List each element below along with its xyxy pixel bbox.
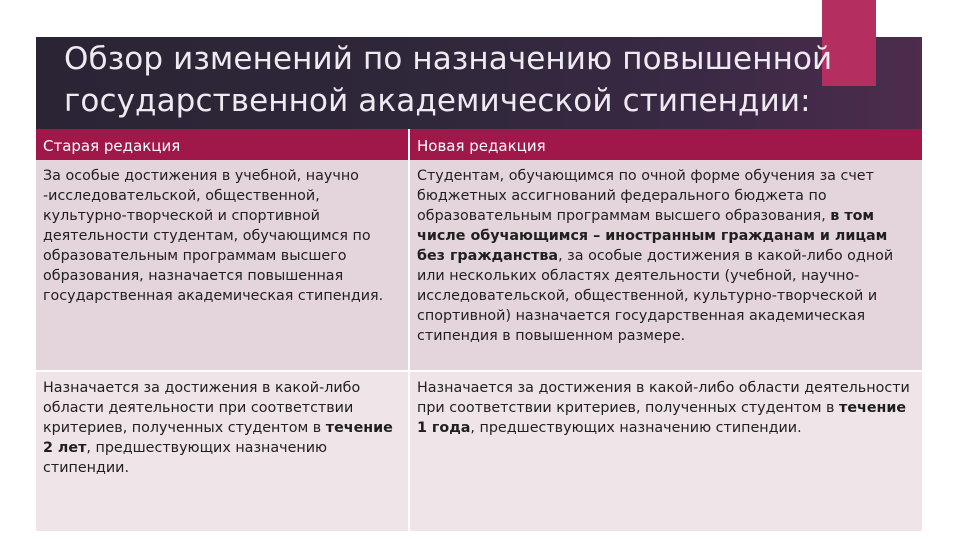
new-period-text-start: Назначается за достижения в какой-либо области деятельности при соответствии критериев, полученных студентом в [417, 380, 910, 416]
table-row [36, 160, 922, 371]
new-eligibility-emphasis: в том числе обучающимся – иностранным гражданам и лицам без гражданства [417, 208, 888, 264]
header-old-edition: Старая редакция [36, 129, 409, 160]
comparison-table [36, 129, 922, 533]
slide-title: Обзор изменений по назначению повышенной государственной академической стипендии: [64, 41, 833, 119]
table-row [36, 371, 922, 532]
old-eligibility-text: За особые достижения в учебной, научно -исследовательской, общественной, культурно-творческой и спортивной деятельности студентам, обучающимся по образовательным программам высшего образования, назначается повышенная государственная академическая стипендия. [43, 168, 384, 304]
new-period-emphasis: течение 1 года [417, 400, 907, 436]
new-eligibility-text-end: , за особые достижения в какой-либо одной или нескольких областях деятельности (учебной, научно-исследовательской, общественной, культурно-творческой и спортивной) назначается государственная академическая стипендия в повышенном размере. [417, 248, 894, 344]
old-period-emphasis: течение 2 лет [43, 420, 393, 456]
header-new-edition: Новая редакция [409, 129, 922, 160]
table-header-row [36, 129, 922, 160]
old-period-text-start: Назначается за достижения в какой-либо области деятельности при соответствии критериев, полученных студентом в [43, 380, 361, 436]
new-eligibility-text-start: Студентам, обучающимся по очной форме обучения за счет бюджетных ассигнований федерального бюджета по образовательным программам высшего образования, [417, 168, 874, 224]
old-period-text-end: , предшествующих назначению стипендии. [43, 440, 328, 476]
new-period-text-end: , предшествующих назначению стипендии. [470, 420, 802, 436]
cell-old-eligibility [36, 160, 409, 371]
cell-new-period [409, 371, 922, 532]
cell-new-eligibility [409, 160, 922, 371]
cell-old-period [36, 371, 409, 532]
